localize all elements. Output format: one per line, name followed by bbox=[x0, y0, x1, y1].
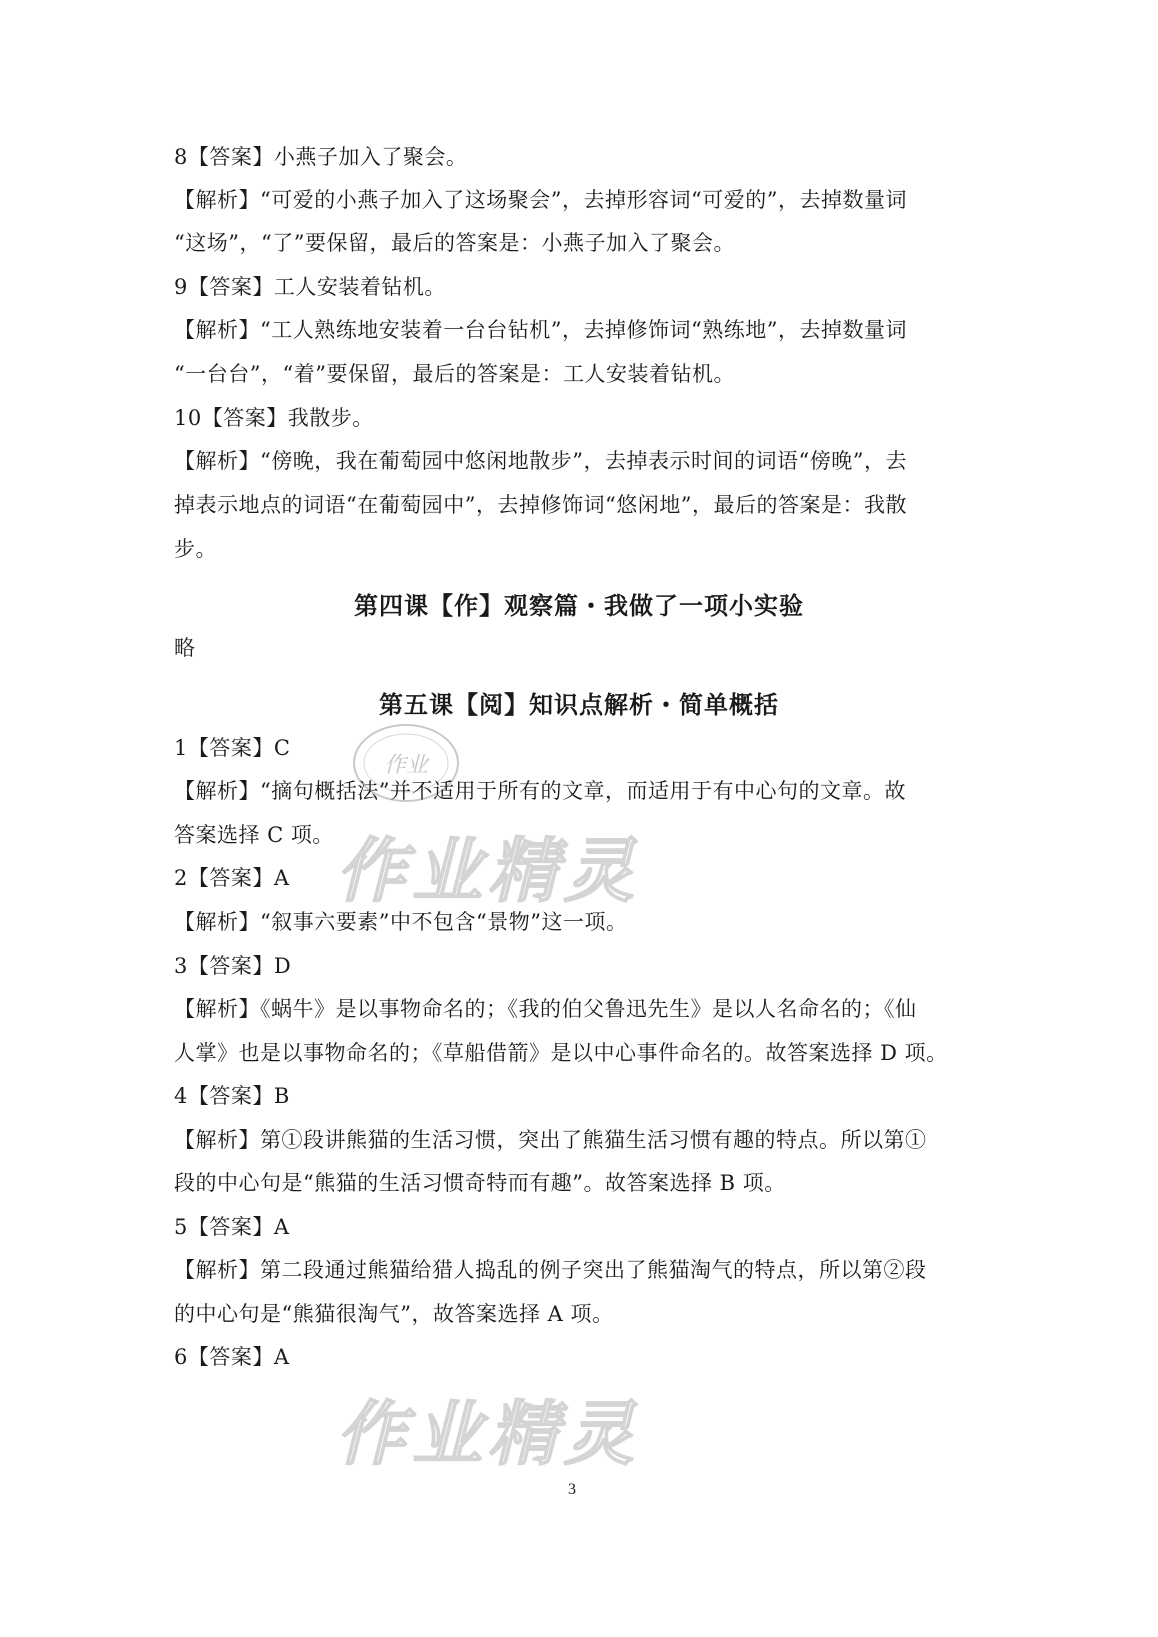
explanation-line: 【解析】“工人熟练地安装着一台台钻机”，去掉修饰词“熟练地”，去掉数量词 bbox=[174, 318, 907, 342]
explanation-line: 【解析】第二段通过熊猫给猎人捣乱的例子突出了熊猫淘气的特点，所以第②段 bbox=[174, 1258, 927, 1282]
explanation-line: 【解析】“傍晚，我在葡萄园中悠闲地散步”，去掉表示时间的词语“傍晚”，去 bbox=[174, 449, 907, 473]
answer-line: 5【答案】A bbox=[174, 1215, 290, 1239]
explanation-line: “这场”，“了”要保留，最后的答案是：小燕子加入了聚会。 bbox=[174, 231, 735, 255]
explanation-line: 【解析】“摘句概括法”并不适用于所有的文章，而适用于有中心句的文章。故 bbox=[174, 779, 906, 803]
page-number: 3 bbox=[568, 1481, 576, 1498]
explanation-line: 【解析】《蜗牛》是以事物命名的；《我的伯父鲁迅先生》是以人名命名的；《仙 bbox=[174, 997, 917, 1021]
lesson-note: 略 bbox=[174, 636, 196, 660]
answer-line: 9【答案】工人安装着钻机。 bbox=[174, 275, 446, 299]
explanation-line: 步。 bbox=[174, 537, 217, 561]
explanation-line: “一台台”，“着”要保留，最后的答案是：工人安装着钻机。 bbox=[174, 362, 735, 386]
explanation-line: 的中心句是“熊猫很淘气”，故答案选择 A 项。 bbox=[174, 1302, 614, 1326]
lesson-heading: 第五课【阅】知识点解析・简单概括 bbox=[379, 691, 779, 719]
watermark: 作业精灵 bbox=[336, 830, 640, 912]
answer-line: 3【答案】D bbox=[174, 954, 292, 978]
explanation-line: 答案选择 C 项。 bbox=[174, 823, 334, 847]
explanation-line: 掉表示地点的词语“在葡萄园中”，去掉修饰词“悠闲地”，最后的答案是：我散 bbox=[174, 493, 907, 517]
answer-line: 10【答案】我散步。 bbox=[174, 406, 374, 430]
watermark: 作业精灵 bbox=[336, 1393, 640, 1475]
answer-line: 4【答案】B bbox=[174, 1084, 290, 1108]
answer-line: 8【答案】小燕子加入了聚会。 bbox=[174, 145, 468, 169]
explanation-line: 【解析】“可爱的小燕子加入了这场聚会”，去掉形容词“可爱的”，去掉数量词 bbox=[174, 188, 907, 212]
explanation-line: 段的中心句是“熊猫的生活习惯奇特而有趣”。故答案选择 B 项。 bbox=[174, 1171, 786, 1195]
answer-line: 2【答案】A bbox=[174, 866, 290, 890]
answer-line: 6【答案】A bbox=[174, 1345, 290, 1369]
answer-line: 1【答案】C bbox=[174, 736, 291, 760]
lesson-heading: 第四课【作】观察篇・我做了一项小实验 bbox=[354, 592, 804, 620]
explanation-line: 人掌》也是以事物命名的；《草船借箭》是以中心事件命名的。故答案选择 D 项。 bbox=[174, 1041, 948, 1065]
explanation-line: 【解析】“叙事六要素”中不包含“景物”这一项。 bbox=[174, 910, 628, 934]
seal-text: 作业 bbox=[383, 753, 429, 778]
explanation-line: 【解析】第①段讲熊猫的生活习惯，突出了熊猫生活习惯有趣的特点。所以第① bbox=[174, 1128, 927, 1152]
